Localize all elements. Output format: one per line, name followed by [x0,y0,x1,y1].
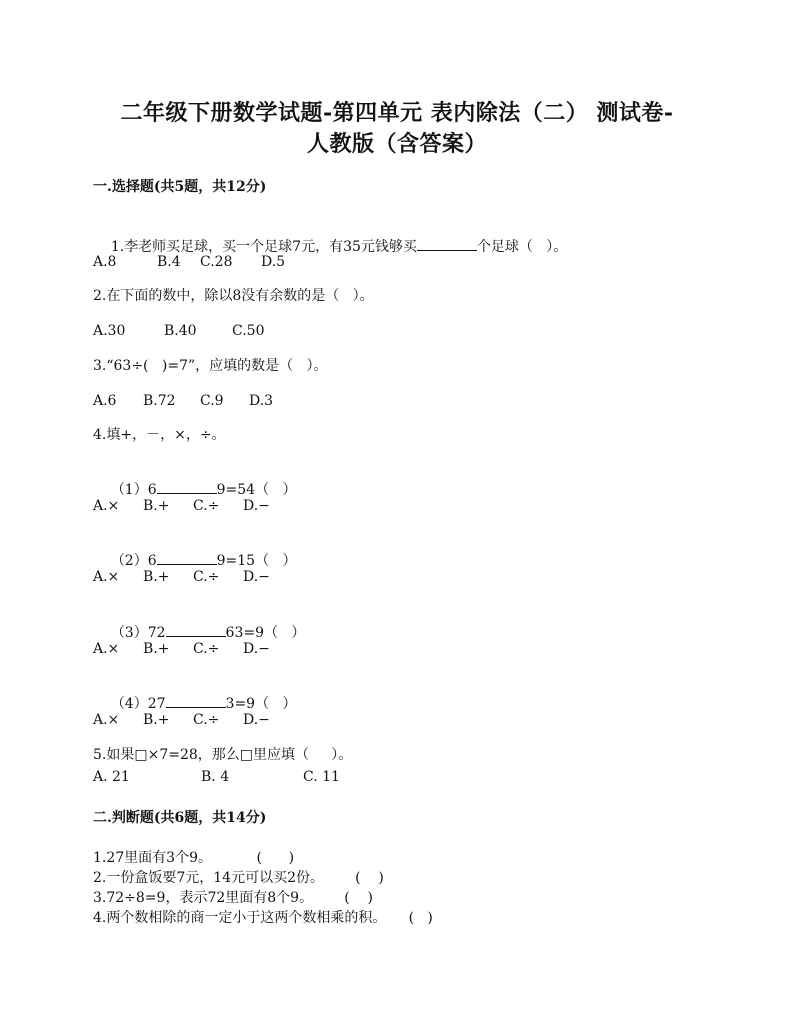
option-b: B. 4 [201,769,230,785]
option-d: D.3 [249,393,274,409]
judge-item-1: 1.27里面有3个9。 ( ) [93,850,295,866]
sub-question-text: （2）6 [110,553,157,569]
option-d: D.− [243,569,270,585]
question-3: 3.“63÷( )=7”，应填的数是（ ）。 [93,358,328,374]
question-4-sub-2-options [93,568,270,586]
sub-question-text: （4）27 [110,696,166,712]
option-c: C.9 [200,393,224,409]
sub-question-text-end: 9=15（ ） [216,553,297,569]
sub-question-text-end: 3=9（ ） [225,696,297,712]
question-5-options [93,768,340,786]
question-1-text-end: 个足球（ ）。 [476,239,568,255]
option-a: A.× [93,498,120,514]
option-a: A.× [93,641,120,657]
option-b: B.+ [143,569,170,585]
option-a: A.30 [93,323,126,339]
question-4-sub-1-options [93,497,270,515]
option-c: C. 11 [303,769,340,785]
question-4-sub-3-options [93,640,270,658]
sub-question-text-end: 9=54（ ） [216,482,297,498]
option-a: A. 21 [93,769,130,785]
option-b: B.4 [157,254,181,270]
answer-blank [157,550,217,565]
question-2: 2.在下面的数中，除以8没有余数的是（ ）。 [93,288,374,304]
title-line-2: 人教版（含答案） [306,131,487,157]
question-1-options [93,253,285,271]
option-a: A.× [93,712,120,728]
option-a: A.8 [93,254,117,270]
option-c: C.28 [200,254,233,270]
option-c: C.÷ [193,569,220,585]
judge-item-2: 2.一份盒饭要7元，14元可以买2份。 ( ) [93,870,384,886]
option-c: C.÷ [193,498,220,514]
option-b: B.72 [143,393,176,409]
option-b: B.40 [164,323,197,339]
question-5: 5.如果□×7=28，那么□里应填（ ）。 [93,747,353,763]
option-c: C.÷ [193,712,220,728]
option-d: D.− [243,498,270,514]
judge-item-4: 4.两个数相除的商一定小于这两个数相乘的积。 ( ) [93,910,433,926]
answer-blank [157,479,217,494]
option-a: A.6 [93,393,117,409]
sub-question-text-end: 63=9（ ） [225,625,306,641]
question-3-options [93,392,273,410]
option-b: B.+ [143,498,170,514]
answer-blank [417,236,477,251]
question-2-options [93,322,264,340]
question-4-sub-4-options [93,711,270,729]
section-2-heading: 二.判断题(共6题，共14分) [93,810,267,826]
sub-question-text: （3）72 [110,625,166,641]
option-d: D.− [243,641,270,657]
judge-item-3: 3.72÷8=9，表示72里面有8个9。 ( ) [93,890,373,906]
option-d: D.5 [261,254,286,270]
answer-blank [166,693,226,708]
question-1-text: 1.李老师买足球，买一个足球7元，有35元钱够买 [110,239,417,255]
question-4: 4.填+，－，×，÷。 [93,427,226,443]
option-a: A.× [93,569,120,585]
option-d: D.− [243,712,270,728]
option-b: B.+ [143,641,170,657]
option-c: C.÷ [193,641,220,657]
option-b: B.+ [143,712,170,728]
answer-blank [166,622,226,637]
section-1-heading: 一.选择题(共5题，共12分) [93,179,267,195]
sub-question-text: （1）6 [110,482,157,498]
option-c: C.50 [232,323,265,339]
title-line-1: 二年级下册数学试题-第四单元 表内除法（二） 测试卷- [120,100,674,126]
